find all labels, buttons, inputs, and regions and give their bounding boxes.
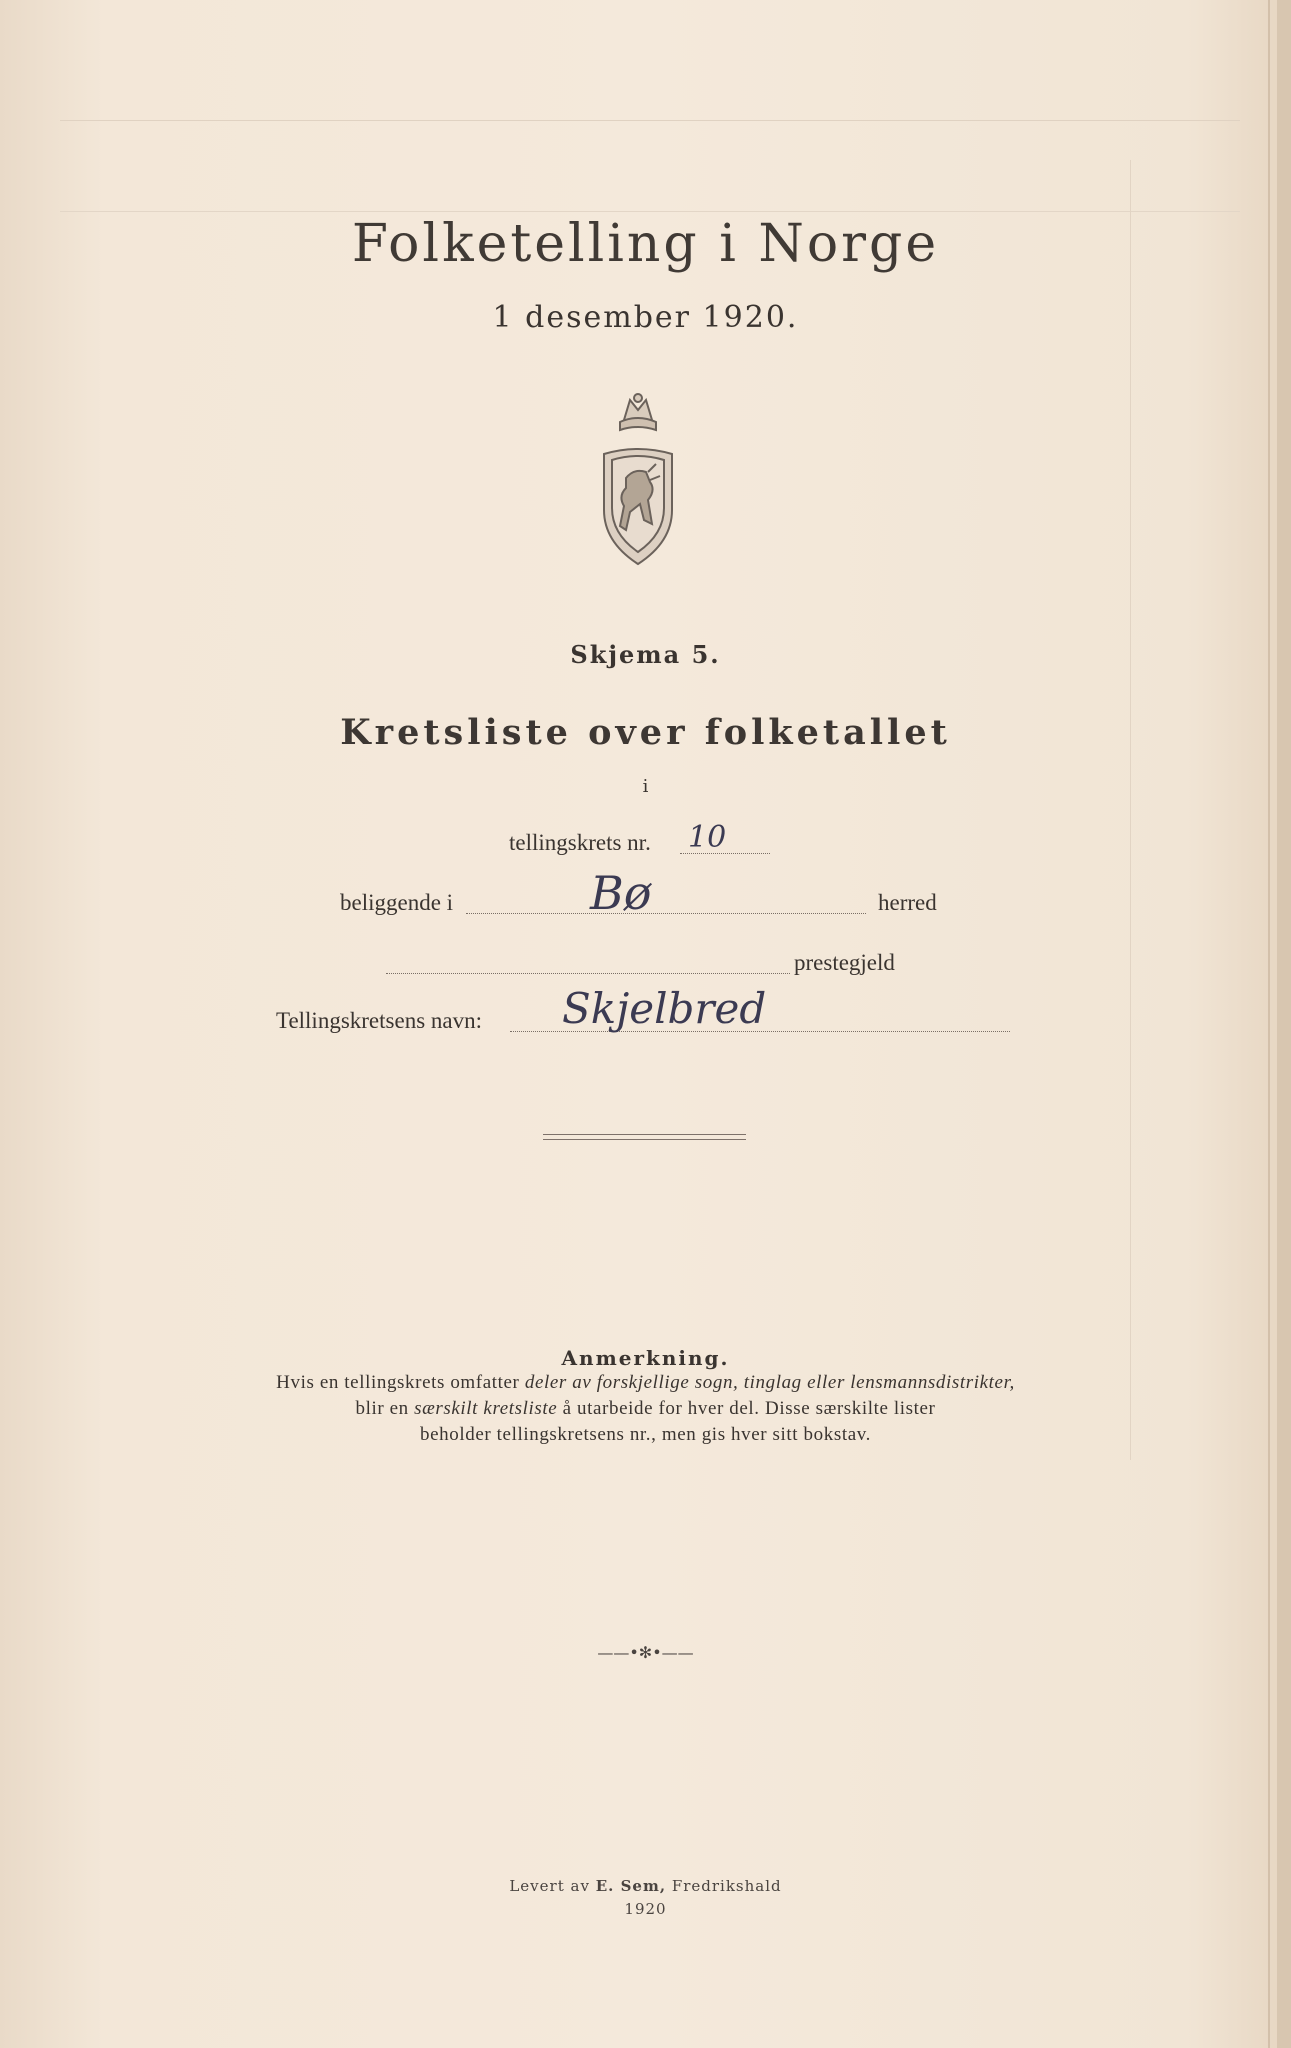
printer-line bbox=[0, 1877, 1291, 1895]
beliggende-label: beliggende i bbox=[340, 890, 454, 915]
navn-label: Tellingskretsens navn: bbox=[276, 1008, 482, 1033]
remark-line-3: beholder tellingskretsens nr., men gis hver sitt bokstav. bbox=[420, 1424, 871, 1445]
prestegjeld-label: prestegjeld bbox=[794, 950, 895, 975]
remark-line-2-b: særskilt kretsliste bbox=[414, 1398, 558, 1419]
document-date: 1 desember 1920. bbox=[492, 300, 799, 335]
printer-name: E. Sem, bbox=[595, 1877, 667, 1895]
prestegjeld-line bbox=[386, 972, 790, 974]
remark-line-2-a: blir en bbox=[355, 1398, 415, 1419]
navn-value: Skjelbred bbox=[562, 984, 767, 1033]
remark-line-1-b: deler av forskjellige sogn, tinglag eller lensmannsdistrikter, bbox=[524, 1372, 1015, 1393]
beliggende-line bbox=[466, 912, 866, 914]
remark-line-1 bbox=[0, 1372, 1291, 1394]
document-title: Folketelling i Norge bbox=[351, 214, 940, 274]
remark-line-1-a: Hvis en tellingskrets omfatter bbox=[276, 1372, 525, 1393]
printer-city: Fredrikshald bbox=[666, 1877, 782, 1895]
remark-line-2-c: å utarbeide for hver del. Disse særskilte lister bbox=[557, 1398, 936, 1419]
printer-prefix: Levert av bbox=[509, 1877, 596, 1895]
remark-line-2 bbox=[0, 1398, 1291, 1420]
section-divider bbox=[543, 1134, 746, 1140]
bleed-through-header bbox=[60, 120, 1240, 212]
form-heading: Kretsliste over folketallet bbox=[340, 712, 951, 753]
tellingskrets-label: tellingskrets nr. bbox=[509, 830, 651, 855]
form-number: Skjema 5. bbox=[570, 640, 721, 669]
coat-of-arms-icon bbox=[590, 392, 686, 568]
bleed-through-column bbox=[1130, 160, 1132, 1460]
herred-label: herred bbox=[878, 890, 937, 915]
printer-year: 1920 bbox=[624, 1900, 667, 1918]
in-word: i bbox=[642, 776, 649, 797]
beliggende-value: Bø bbox=[590, 866, 652, 920]
remark-title: Anmerkning. bbox=[561, 1346, 730, 1370]
tellingskrets-value: 10 bbox=[688, 820, 727, 855]
ornament: ——•✻•—— bbox=[597, 1643, 694, 1662]
